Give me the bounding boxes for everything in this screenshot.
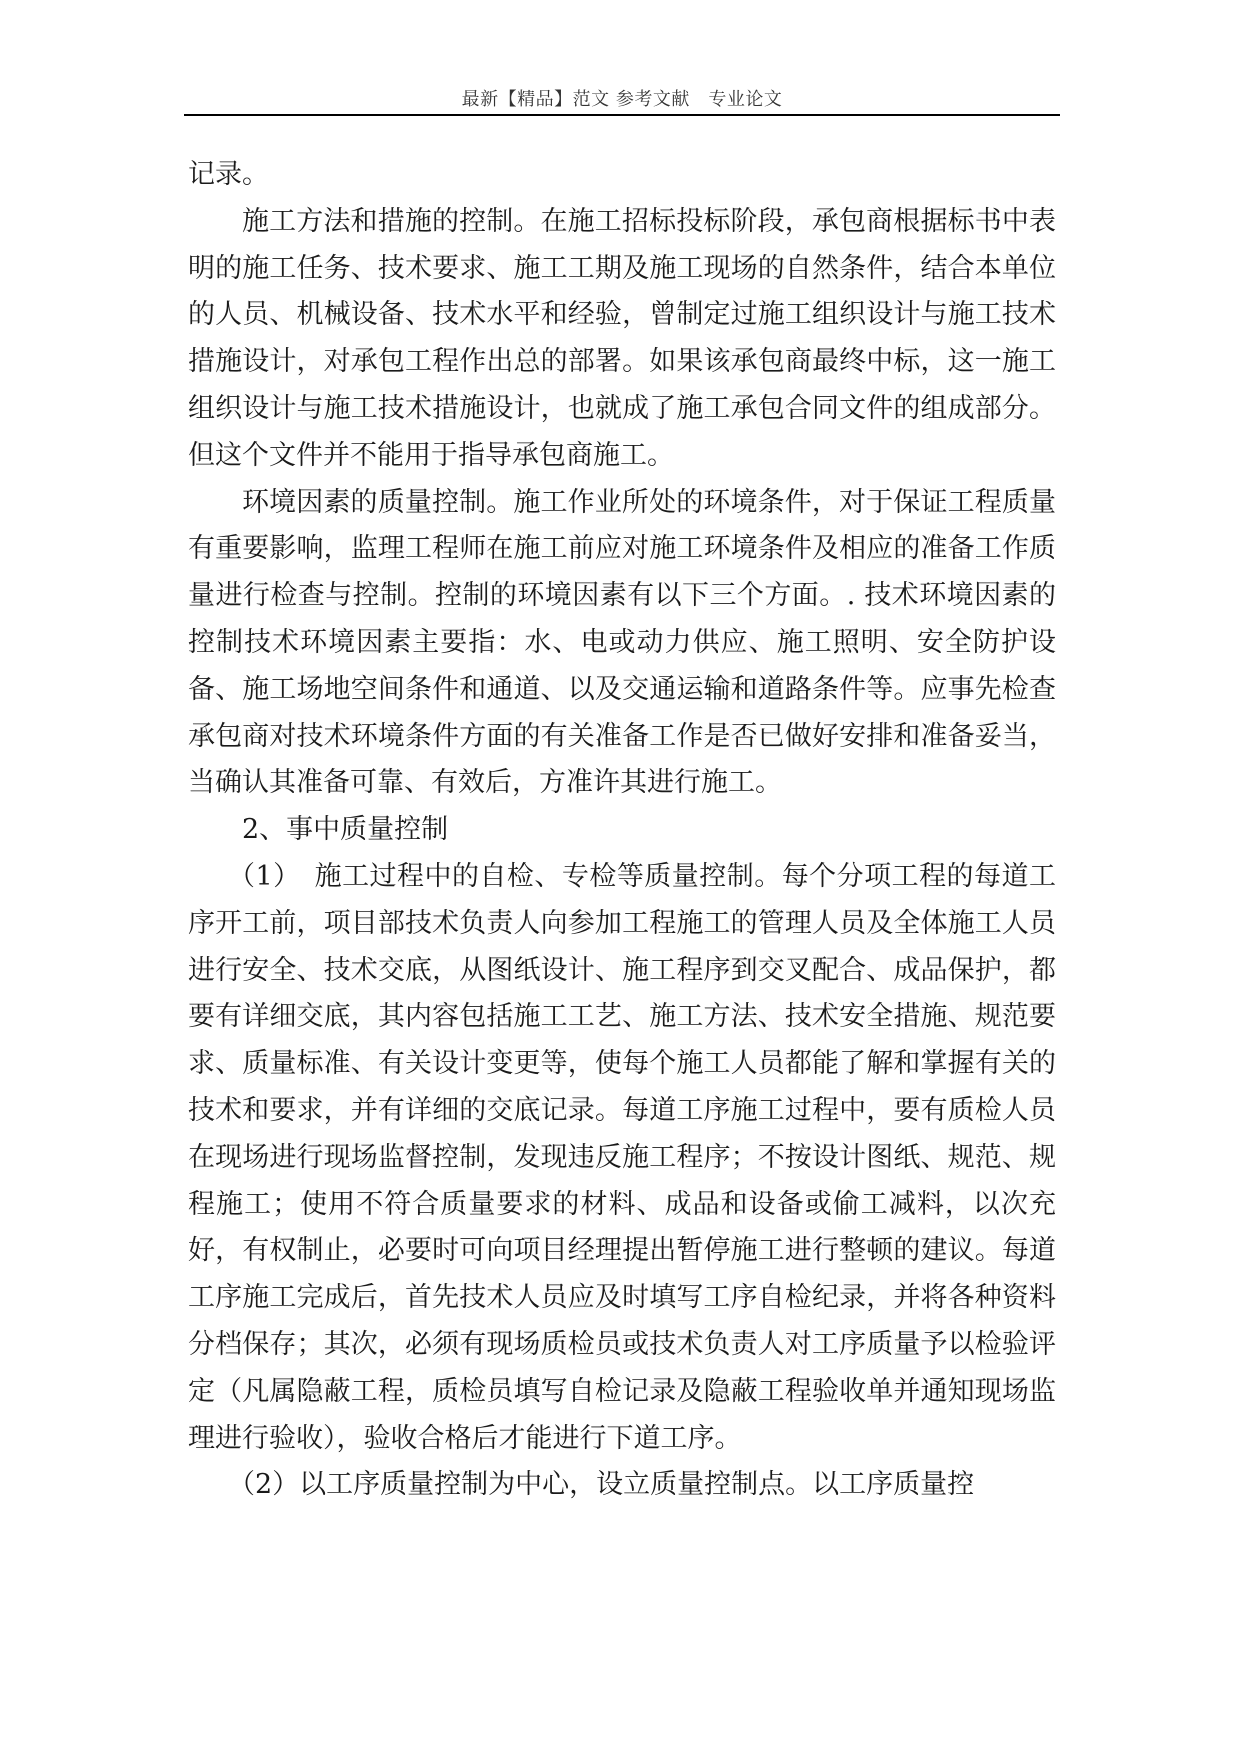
paragraph-control-points: （2）以工序质量控制为中心，设立质量控制点。以工序质量控 xyxy=(228,1469,975,1501)
paragraph-environment-control: 环境因素的质量控制。施工作业所处的环境条件，对于保证工程质量有重要影响，监理工程师在施工前应对施工环境条件及相应的准备工作质量进行检查与控制。控制的环境因素有以下三个方面。. 技术环境因素的控制技术环境因素主要指：水、电或动力供应、施工照明、安全防护设备、施工场地空间条件和通道、以及交通运输和道路条件等。应事先检查承包商对技术环境条件方面的有关准备工作是否已做好安排和准备妥当，当确认其准备可靠、有效后，方准许其进行施工。 xyxy=(188,486,1056,799)
header-divider xyxy=(184,114,1060,116)
paragraph-construction-methods: 施工方法和措施的控制。在施工招标投标阶段，承包商根据标书中表明的施工任务、技术要求、施工工期及施工现场的自然条件，结合本单位的人员、机械设备、技术水平和经验，曾制定过施工组织设计与施工技术措施设计，对承包工程作出总的部署。如果该承包商最终中标，这一施工组织设计与施工技术措施设计，也就成了施工承包合同文件的组成部分。但这个文件并不能用于指导承包商施工。 xyxy=(188,205,1056,471)
document-body xyxy=(188,152,1056,1509)
paragraph-continuation: 记录。 xyxy=(188,159,269,190)
page-header: 最新【精品】范文 参考文献 专业论文 xyxy=(461,89,783,110)
section-heading-in-process-control: 2、事中质量控制 xyxy=(242,814,449,846)
paragraph-self-inspection: （1） 施工过程中的自检、专检等质量控制。每个分项工程的每道工序开工前，项目部技术负责人向参加工程施工的管理人员及全体施工人员进行安全、技术交底，从图纸设计、施工程序到交叉配合、成品保护，都要有详细交底，其内容包括施工工艺、施工方法、技术安全措施、规范要求、质量标准、有关设计变更等，使每个施工人员都能了解和掌握有关的技术和要求，并有详细的交底记录。每道工序施工过程中，要有质检人员在现场进行现场监督控制，发现违反施工程序；不按设计图纸、规范、规程施工；使用不符合质量要求的材料、成品和设备或偷工减料，以次充好，有权制止，必要时可向项目经理提出暂停施工进行整顿的建议。每道工序施工完成后，首先技术人员应及时填写工序自检纪录，并将各种资料分档保存；其次，必须有现场质检员或技术负责人对工序质量予以检验评定（凡属隐蔽工程，质检员填写自检记录及隐蔽工程验收单并通知现场监理进行验收），验收合格后才能进行下道工序。 xyxy=(188,860,1056,1454)
